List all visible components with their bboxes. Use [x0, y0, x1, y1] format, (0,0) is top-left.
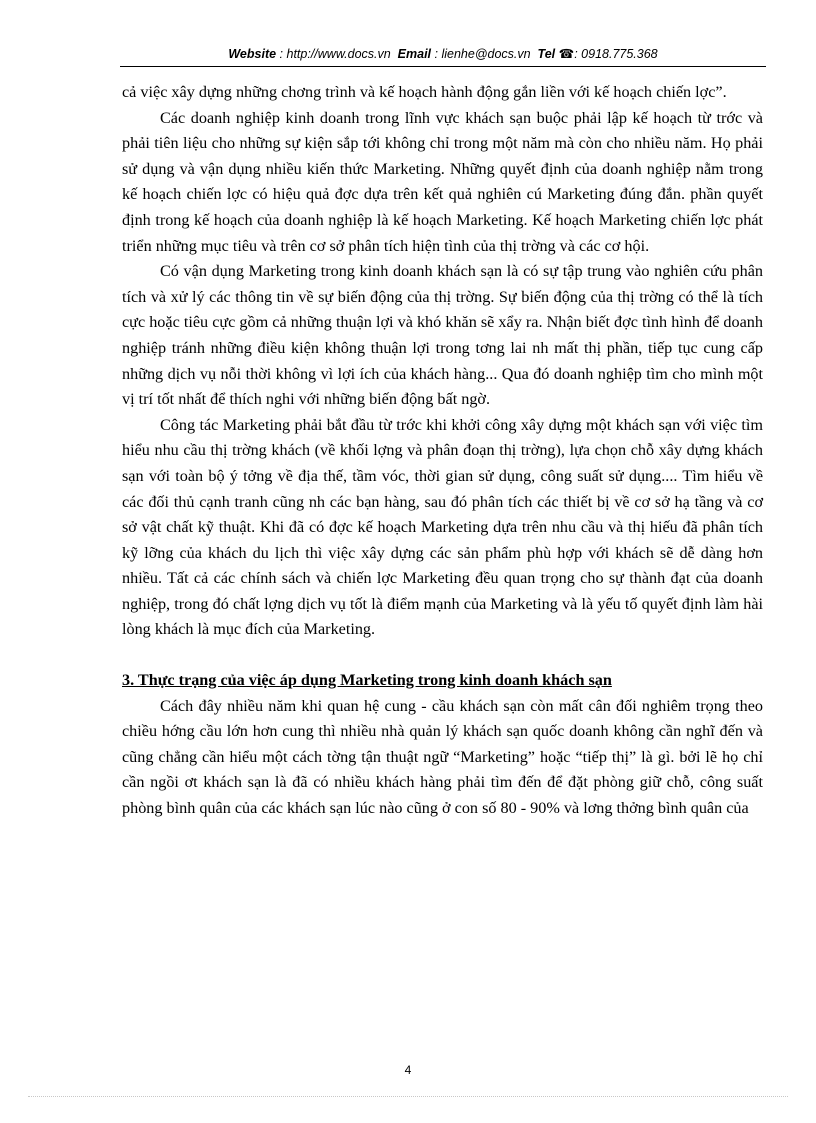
footer-divider	[28, 1096, 788, 1097]
website-value: : http://www.docs.vn	[279, 47, 391, 61]
paragraph: Các doanh nghiệp kinh doanh trong lĩnh vực khách sạn buộc phải lập kế hoạch từ trớc và phải tiên liệu cho những sự kiện sắp tới không chỉ trong một năm mà còn cho nhiều năm. Họ phải sử dụng và vận dụng nhiều kiến thức Marketing. Những quyết định của doanh nghiệp nằm trong kế hoạch chiến lợc có hiệu quả đợc dựa trên kết quả nghiên cú Marketing đúng đắn. phần quyết định trong kế hoạch của doanh nghiệp là kế hoạch Marketing. Kế hoạch Marketing chiến lợc phát triển những mục tiêu và trên cơ sở phân tích hiện tình của thị trờng và các cơ hội.	[122, 108, 763, 255]
paragraph: Công tác Marketing phải bắt đầu từ trớc khi khởi công xây dựng một khách sạn với việc tìm hiểu nhu cầu thị trờng khách (về khối lợng và phân đoạn thị trờng), lựa chọn chỗ xây dựng khách sạn với toàn bộ ý tởng về địa thế, tầm vóc, thời gian sử dụng, công suất sử dụng.... Tìm hiểu về các đối thủ cạnh tranh cũng nh các bạn hàng, sau đó phân tích các thiết bị về cơ sở hạ tầng và cơ sở vật chất kỹ thuật. Khi đã có đợc kế hoạch Marketing dựa trên nhu cầu và thị hiếu đã phân tích kỹ lỡng của khách du lịch thì việc xây dựng các sản phẩm phù hợp với khách sẽ dễ dàng hơn nhiều. Tất cả các chính sách và chiến lợc Marketing đều quan trọng cho sự thành đạt của doanh nghiệp, trong đó chất lợng dịch vụ tốt là điểm mạnh của Marketing và là yếu tố quyết định làm hài lòng khách là mục đích của Marketing.	[122, 415, 763, 639]
paragraph: Cách đây nhiều năm khi quan hệ cung - cầu khách sạn còn mất cân đối nghiêm trọng theo chiều hớng cầu lớn hơn cung thì nhiều nhà quản lý khách sạn quốc doanh không cần nghĩ đến và cũng chẳng cần hiểu một cách tờng tận thuật ngữ “Marketing” hoặc “tiếp thị” là gì. bởi lẽ họ chỉ cần ngồi ơt khách sạn là đã có nhiều khách hàng phải tìm đến để đặt phòng giữ chỗ, công suất phòng bình quân của các khách sạn lúc nào cũng ở con số 80 - 90% và lơng thởng bình quân của	[122, 696, 763, 818]
paragraph: Có vận dụng Marketing trong kinh doanh khách sạn là có sự tập trung vào nghiên cứu phân tích và xử lý các thông tin về sự biến động của thị trờng. Sự biến động của thị trờng có thể là tích cực hoặc tiêu cực gồm cả những thuận lợi và khó khăn sẽ xẩy ra. Nhận biết đợc tình hình để doanh nghiệp tránh những điều kiện không thuận lợi trong tơng lai nh mất thị phần, tiếp tục cung cấp những dịch vụ nỗi thời không vì lợi ích của khách hàng... Qua đó doanh nghiệp tìm cho mình một vị trí tốt nhất để thích nghi với những biến động bất ngờ.	[122, 262, 763, 409]
email-value: : lienhe@docs.vn	[434, 47, 531, 61]
tel-value: : 0918.775.368	[574, 47, 658, 61]
header-divider	[120, 66, 766, 67]
website-label: Website	[228, 47, 277, 61]
page-number: 4	[404, 1063, 412, 1077]
document-body	[122, 80, 763, 822]
page-header	[120, 46, 766, 61]
paragraph: cả việc xây dựng những chơng trình và kế hoạch hành động gắn liền với kế hoạch chiến lợc”.	[122, 83, 727, 101]
phone-icon: ☎	[558, 47, 575, 61]
section-heading: 3. Thực trạng của việc áp dụng Marketing trong kinh doanh khách sạn	[122, 671, 612, 690]
tel-label: Tel	[537, 47, 556, 61]
email-label: Email	[397, 47, 432, 61]
